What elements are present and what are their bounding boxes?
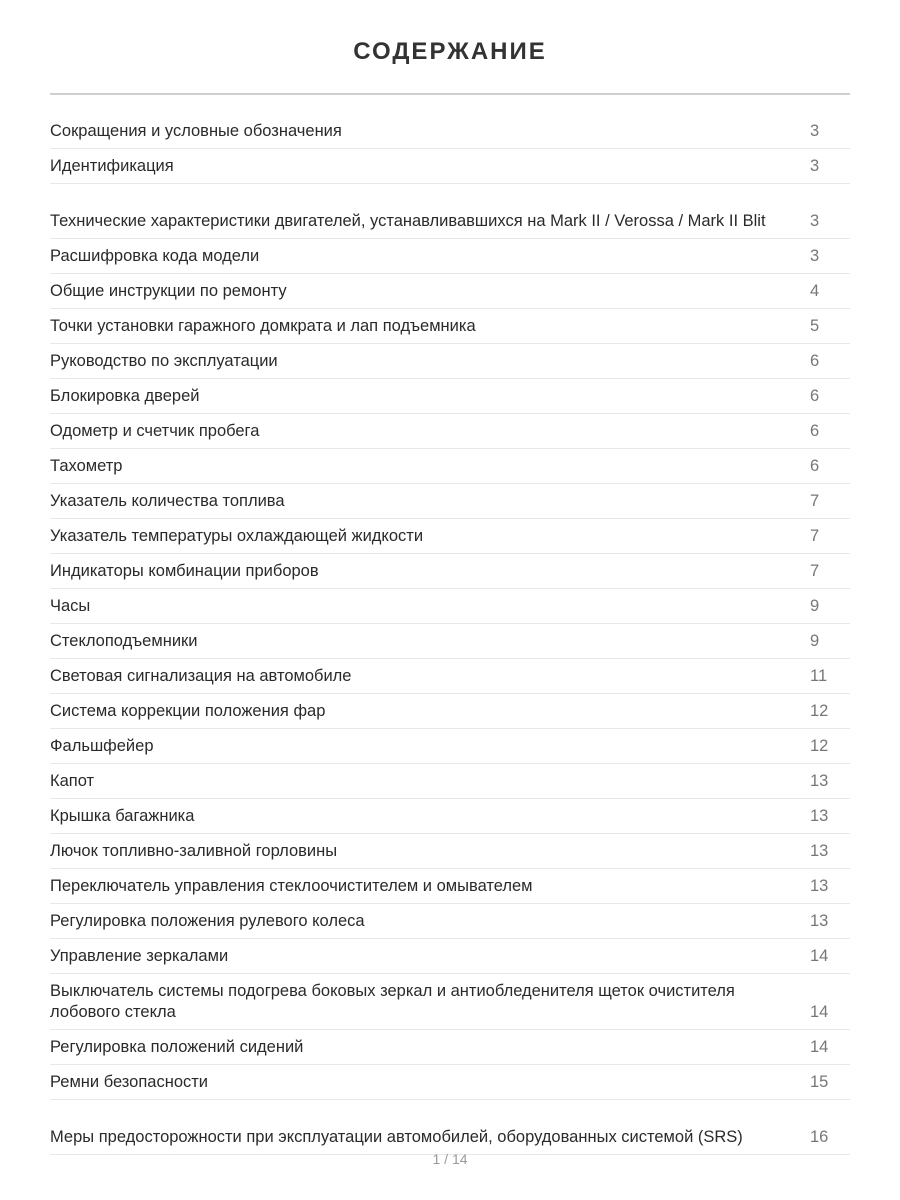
table-of-contents [50,114,850,1155]
toc-entry-page: 7 [810,562,820,580]
toc-entry-page: 13 [810,842,829,860]
toc-entry[interactable] [50,239,850,274]
toc-entry-title: Фальшфейер [50,737,154,755]
toc-entry[interactable] [50,274,850,309]
toc-entry-page: 15 [810,1073,829,1091]
toc-entry[interactable] [50,939,850,974]
toc-entry[interactable] [50,1030,850,1065]
toc-entry[interactable] [50,379,850,414]
toc-entry[interactable] [50,344,850,379]
toc-entry-title: Технические характеристики двигателей, устанавливавшихся на Mark II / Verossa / Mark II Blit [50,212,766,230]
toc-entry[interactable] [50,624,850,659]
toc-entry-title: Указатель температуры охлаждающей жидкости [50,527,424,545]
toc-entry-page: 13 [810,912,829,930]
toc-entry-title: Крышка багажника [50,807,195,825]
title-divider [50,93,850,95]
toc-entry-page: 13 [810,807,829,825]
toc-entry[interactable] [50,904,850,939]
toc-entry-page: 5 [810,317,820,335]
toc-entry[interactable] [50,519,850,554]
toc-entry-page: 14 [810,1038,829,1056]
toc-entry-page: 6 [810,457,820,475]
toc-entry[interactable] [50,869,850,904]
toc-entry-page: 13 [810,772,829,790]
toc-entry-title: Точки установки гаражного домкрата и лап подъемника [50,317,476,335]
toc-entry[interactable] [50,149,850,184]
toc-entry-title: Указатель количества топлива [50,492,285,510]
toc-entry[interactable] [50,414,850,449]
toc-entry[interactable] [50,729,850,764]
toc-entry-title: Регулировка положений сидений [50,1038,304,1056]
toc-entry-title: Ремни безопасности [50,1073,209,1091]
toc-entry-title: Стеклоподъемники [50,632,198,650]
toc-entry-title: Система коррекции положения фар [50,702,326,720]
toc-entry[interactable] [50,484,850,519]
toc-entry-title: Лючок топливно-заливной горловины [50,842,338,860]
page-title: СОДЕРЖАНИЕ [353,38,547,65]
toc-entry-page: 7 [810,527,820,545]
toc-entry-title: Сокращения и условные обозначения [50,122,342,140]
toc-entry[interactable] [50,974,850,1030]
toc-entry-title: Общие инструкции по ремонту [50,282,287,300]
toc-entry-page: 6 [810,387,820,405]
toc-entry-page: 12 [810,702,829,720]
toc-entry-title: Световая сигнализация на автомобиле [50,667,352,685]
toc-entry-page: 7 [810,492,820,510]
toc-entry-page: 3 [810,157,820,175]
toc-entry-page: 6 [810,352,820,370]
toc-entry-page: 9 [810,597,820,615]
toc-entry-page: 12 [810,737,829,755]
toc-entry-page: 11 [810,667,828,685]
toc-entry-title: Расшифровка кода модели [50,247,260,265]
toc-entry-title: Одометр и счетчик пробега [50,422,260,440]
toc-entry-title: Регулировка положения рулевого колеса [50,912,365,930]
toc-entry-title: Меры предосторожности при эксплуатации автомобилей, оборудованных системой (SRS) [50,1128,743,1146]
toc-entry[interactable] [50,554,850,589]
toc-entry[interactable] [50,1065,850,1100]
toc-entry[interactable] [50,799,850,834]
toc-entry[interactable] [50,114,850,149]
toc-entry[interactable] [50,184,850,239]
toc-entry-title: Блокировка дверей [50,387,200,405]
toc-entry-page: 9 [810,632,820,650]
toc-entry-title: Капот [50,772,95,790]
toc-entry[interactable] [50,834,850,869]
toc-entry-page: 14 [810,1003,829,1021]
toc-entry-title: Руководство по эксплуатации [50,352,278,370]
toc-entry[interactable] [50,694,850,729]
toc-entry-page: 13 [810,877,829,895]
toc-entry[interactable] [50,309,850,344]
toc-entry-title: Индикаторы комбинации приборов [50,562,319,580]
toc-entry-title: Идентификация [50,157,174,175]
toc-entry[interactable] [50,1100,850,1155]
toc-entry-page: 16 [810,1128,829,1146]
toc-entry[interactable] [50,764,850,799]
toc-entry-page: 3 [810,247,820,265]
toc-entry-title: Управление зеркалами [50,947,229,965]
toc-entry-title: Выключатель системы подогрева боковых зеркал и антиобледенителя щеток очистителя лобового стекла [50,982,735,1021]
toc-entry-page: 6 [810,422,820,440]
toc-entry-page: 3 [810,122,820,140]
toc-entry-title: Тахометр [50,457,123,475]
toc-entry[interactable] [50,659,850,694]
toc-entry[interactable] [50,589,850,624]
toc-entry-title: Часы [50,597,91,615]
toc-entry-page: 3 [810,212,820,230]
toc-entry-page: 4 [810,282,820,300]
toc-entry-title: Переключатель управления стеклоочистителем и омывателем [50,877,533,895]
page-indicator: 1 / 14 [432,1151,468,1167]
toc-entry[interactable] [50,449,850,484]
toc-entry-page: 14 [810,947,829,965]
